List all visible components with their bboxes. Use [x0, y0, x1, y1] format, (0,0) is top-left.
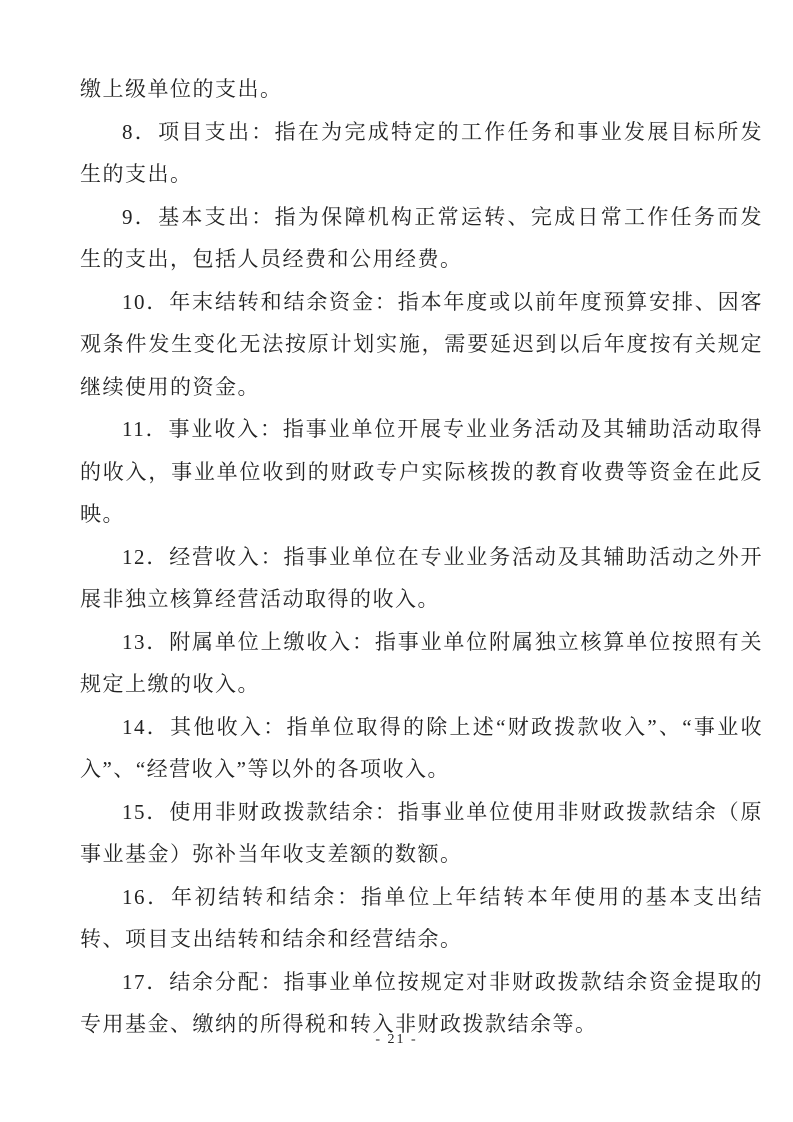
paragraph: 15．使用非财政拨款结余：指事业单位使用非财政拨款结余（原事业基金）弥补当年收支差额的数额。	[80, 799, 763, 866]
paragraph: 12．经营收入：指事业单位在专业业务活动及其辅助活动之外开展非独立核算经营活动取得的收入。	[80, 544, 763, 611]
paragraph: 14．其他收入：指单位取得的除上述“财政拨款收入”、“事业收入”、“经营收入”等以外的各项收入。	[80, 714, 763, 781]
paragraph: 8．项目支出：指在为完成特定的工作任务和事业发展目标所发生的支出。	[80, 119, 763, 186]
document-body	[80, 68, 763, 1046]
paragraph: 17．结余分配：指事业单位按规定对非财政拨款结余资金提取的专用基金、缴纳的所得税和转入非财政拨款结余等。	[80, 969, 763, 1036]
paragraph: 10．年末结转和结余资金：指本年度或以前年度预算安排、因客观条件发生变化无法按原计划实施，需要延迟到以后年度按有关规定继续使用的资金。	[80, 289, 763, 399]
page-number: - 21 -	[375, 1032, 418, 1047]
paragraph: 13．附属单位上缴收入：指事业单位附属独立核算单位按照有关规定上缴的收入。	[80, 629, 763, 696]
paragraph: 16．年初结转和结余：指单位上年结转本年使用的基本支出结转、项目支出结转和结余和经营结余。	[80, 884, 763, 951]
paragraph: 9．基本支出：指为保障机构正常运转、完成日常工作任务而发生的支出，包括人员经费和公用经费。	[80, 204, 763, 271]
paragraph: 11．事业收入：指事业单位开展专业业务活动及其辅助活动取得的收入，事业单位收到的财政专户实际核拨的教育收费等资金在此反映。	[80, 417, 763, 526]
paragraph: 缴上级单位的支出。	[80, 77, 283, 101]
